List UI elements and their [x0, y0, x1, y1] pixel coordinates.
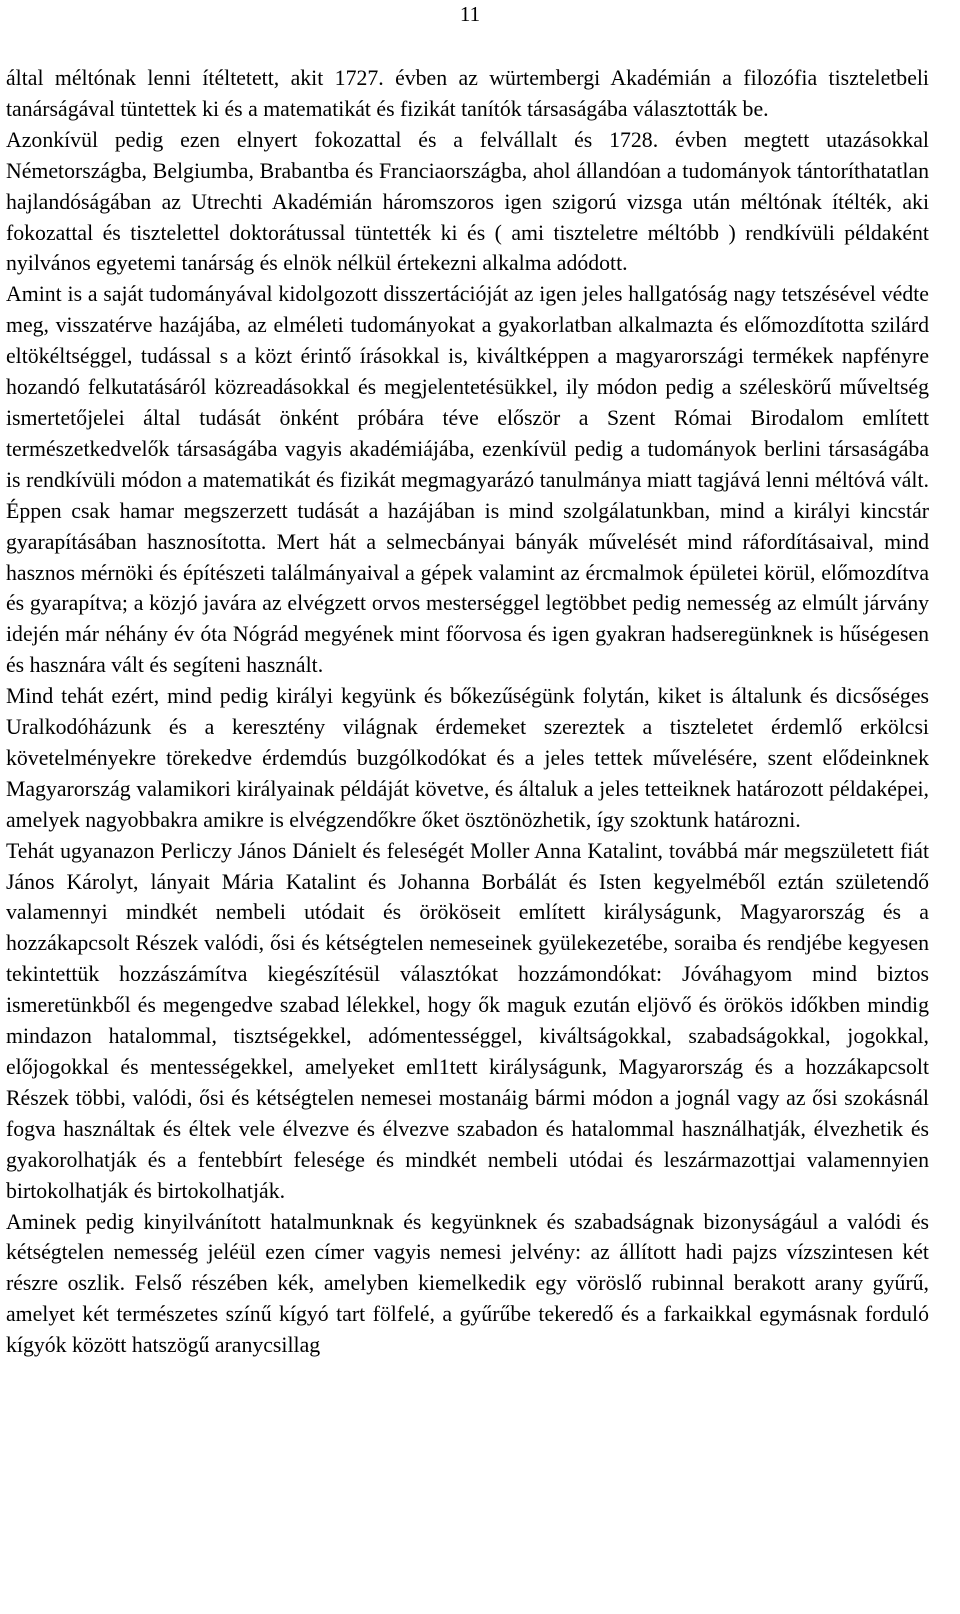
- paragraph-6: Aminek pedig kinyilvánított hatalmunknak és kegyünknek és szabadságnak bizonyságául a valódi és kétségtelen nemesség jeléül ezen címer vagyis nemesi jelvény: az állított hadi pajzs vízszintesen két részre oszlik. Felső részében kék, amelyben kiemelkedik egy vöröslő rubinnal berakott arany gyűrű, amelyet két természetes színű kígyó tart fölfelé, a gyűrűbe tekeredő és a farkaikkal egymásnak forduló kígyók között hatszögű aranycsillag: [6, 1209, 929, 1358]
- page-number: 11: [459, 2, 481, 26]
- paragraph-5: Tehát ugyanazon Perliczy János Dánielt és feleségét Moller Anna Katalint, továbbá már megszületett fiát János Károlyt, lányait Mária Katalint és Johanna Borbálát és Isten kegyelméből eztán születendő valamennyi mindkét nembeli utódait és örököseit említett királyságunk, Magyarország és a hozzákapcsolt Részek valódi, ősi és kétségtelen nemeseinek gyülekezetébe, soraiba és rendjébe kegyesen tekintettük hozzászámítva kiegészítésül választókat hozzámondókat: Jóváhagyom mind biztos ismeretünkből és megengedve szabad lélekkel, hogy ők maguk ezután eljövő és örökös időkben mindig mindazon hatalommal, tisztségekkel, adómentességgel, kiváltságokkal, szabadságokkal, jogokkal, előjogokkal és mentességekkel, amelyeket eml1tett királyságunk, Magyarország és a hozzákapcsolt Részek többi, valódi, ősi és kétségtelen nemesei mostanáig bármi módon a jognál vagy az ősi szokásnál fogva használtak és éltek vele élvezve és élvezve szabadon és hatalommal használhatják, élvezhetik és gyakorolhatják és a fentebbírt felesége és mindkét nembeli utódai és leszármazottjai valamennyien birtokolhatják és birtokolhatják.: [6, 838, 929, 1203]
- paragraph-1: által méltónak lenni ítéltetett, akit 1727. évben az würtembergi Akadémián a filozófia tiszteletbeli tanárságával tüntettek ki és a matematikát és fizikát tanítók társaságába választották be.: [6, 66, 929, 121]
- paragraph-2: Azonkívül pedig ezen elnyert fokozattal és a felvállalt és 1728. évben megtett utazásokkal Németországba, Belgiumba, Brabantba és Franciaországba, ahol állandóan a tudományok tántoríthatatlan hajlandóságában az Utrechti Akadémián háromszoros igen szigorú vizsga után méltónak ítélték, aki fokozattal és tisztelettel doktorátussal tüntették ki és ( ami tiszteletre méltóbb ) rendkívüli példaként nyilvános egyetemi tanárság és elnök nélkül értekezni alkalma adódott.: [6, 127, 929, 276]
- paragraph-4: Mind tehát ezért, mind pedig királyi kegyünk és bőkezűségünk folytán, kiket is általunk és dicsőséges Uralkodóházunk és a keresztény világnak érdemeket szereztek a tiszteletet érdemlő erkölcsi követelményekre törekedve érdemdús buzgólkodókat és a jeles tettek művelésére, szent elődeinknek Magyarország valamikori királyainak példáját követve, és általuk a jeles tetteiknek határozott példaképei, amelyek nagyobbakra amikre is elvégzendőkre őket ösztönözhetik, így szoktunk határozni.: [6, 684, 929, 832]
- document-body: [6, 63, 929, 1361]
- paragraph-3: Amint is a saját tudományával kidolgozott disszertációját az igen jeles hallgatóság nagy tetszésével védte meg, visszatérve hazájába, az elméleti tudományokat a gyakorlatban alkalmazta és előmozdította szilárd eltökéltséggel, tudással s a közt érintő írásokkal is, kiváltképpen a magyarországi termékek napfényre hozandó felkutatásáról közreadásokkal és megjelentetésükkel, ily módon pedig a széleskörű műveltség ismertetőjelei által tudását önként próbára téve először a Szent Római Birodalom említett természetkedvelők társaságába vagyis akadémiájába, ezenkívül pedig a tudományok berlini társaságába is rendkívüli módon a matematikát és fizikát megmagyarázó tanulmánya miatt tagjává lenni méltóvá vált. Éppen csak hamar megszerzett tudását a hazájában is mind szolgálatunkban, mind a királyi kincstár gyarapításában hasznosította. Mert hát a selmecbányai bányák művelését mind ráfordításaival, mind hasznos mérnöki és építészeti találmányaival a gépek valamint az ércmalmok épületei körül, előmozdítva és gyarapítva; a közjó javára az elvégzett orvos mesterséggel legtöbbet pedig nemesség az elmúlt járvány idején már néhány év óta Nógrád megyének mint főorvosa és igen gyakran hadseregünknek is hűségesen és hasznára vált és segíteni használt.: [6, 282, 929, 678]
